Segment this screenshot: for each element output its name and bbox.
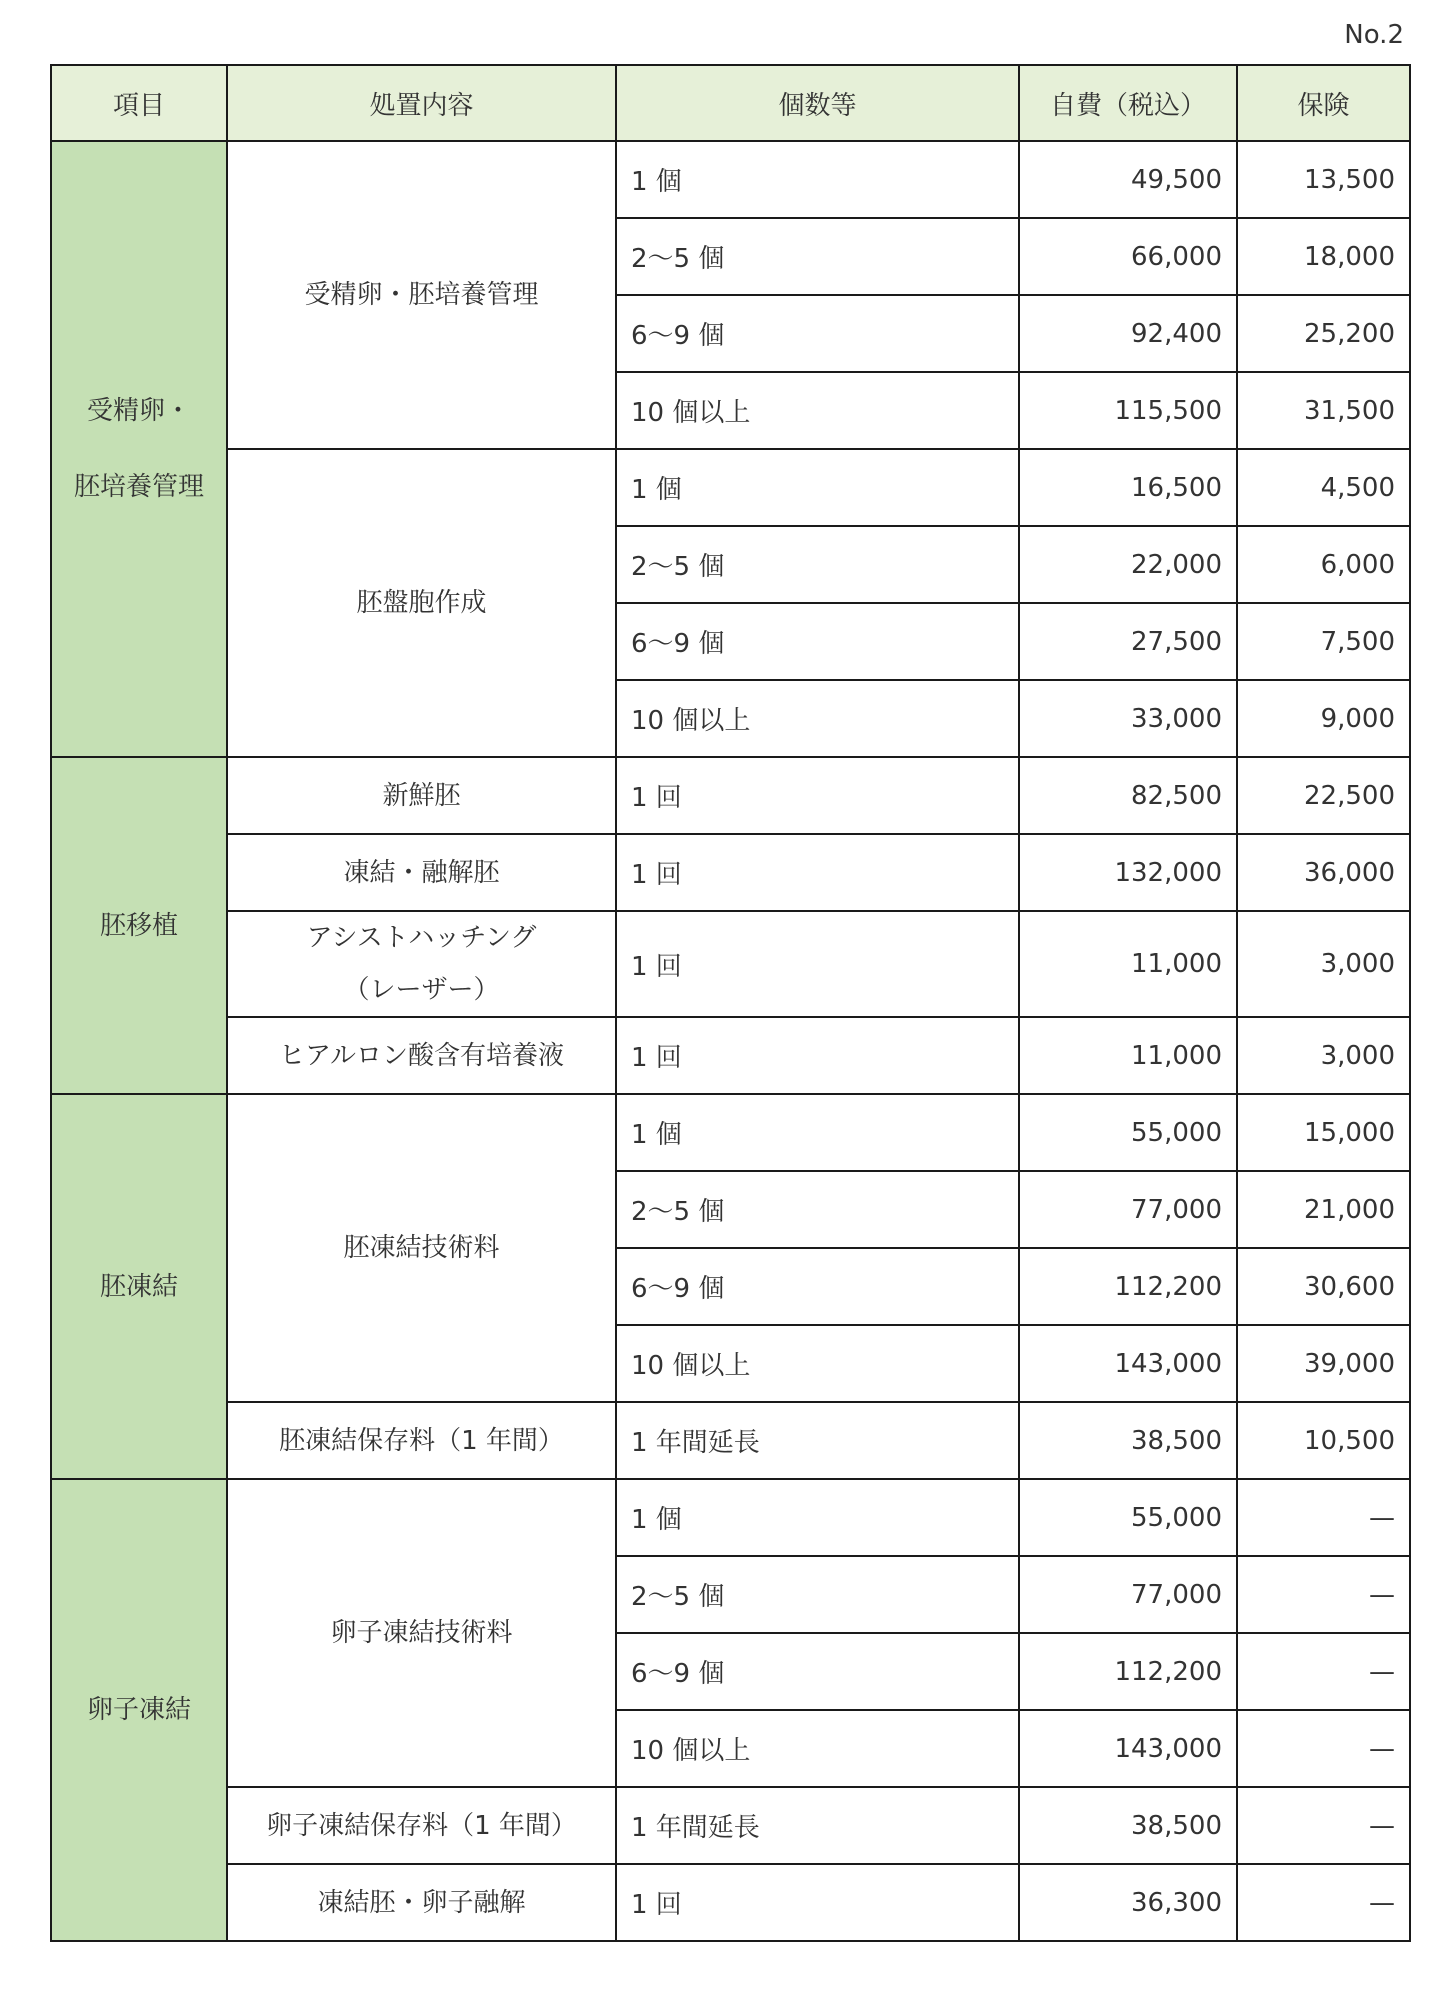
- insurance-cell: 31,500: [1237, 372, 1410, 449]
- insurance-cell: 3,000: [1237, 1017, 1410, 1094]
- insurance-cell: —: [1237, 1633, 1410, 1710]
- self-pay-cell: 77,000: [1019, 1556, 1237, 1633]
- self-pay-cell: 38,500: [1019, 1787, 1237, 1864]
- procedure-cell: ヒアルロン酸含有培養液: [227, 1017, 616, 1094]
- table-row: [51, 1402, 1410, 1479]
- table-row: [51, 141, 1410, 218]
- fee-table: [50, 64, 1411, 1942]
- insurance-cell: —: [1237, 1479, 1410, 1556]
- insurance-cell: 36,000: [1237, 834, 1410, 911]
- insurance-cell: —: [1237, 1710, 1410, 1787]
- self-pay-cell: 55,000: [1019, 1479, 1237, 1556]
- insurance-cell: —: [1237, 1787, 1410, 1864]
- quantity-cell: 6〜9 個: [616, 603, 1019, 680]
- insurance-cell: 7,500: [1237, 603, 1410, 680]
- quantity-cell: 2〜5 個: [616, 1556, 1019, 1633]
- insurance-cell: 10,500: [1237, 1402, 1410, 1479]
- quantity-cell: 2〜5 個: [616, 526, 1019, 603]
- quantity-cell: 1 回: [616, 834, 1019, 911]
- table-row: [51, 1094, 1410, 1171]
- insurance-cell: 9,000: [1237, 680, 1410, 757]
- self-pay-cell: 11,000: [1019, 1017, 1237, 1094]
- quantity-cell: 6〜9 個: [616, 1248, 1019, 1325]
- procedure-cell: 胚凍結保存料（1 年間）: [227, 1402, 616, 1479]
- quantity-cell: 2〜5 個: [616, 218, 1019, 295]
- category-label-line1: 受精卵・: [86, 396, 191, 426]
- procedure-cell: [227, 911, 616, 1017]
- self-pay-cell: 115,500: [1019, 372, 1237, 449]
- insurance-cell: 13,500: [1237, 141, 1410, 218]
- quantity-cell: 10 個以上: [616, 1325, 1019, 1402]
- procedure-cell: 凍結胚・卵子融解: [227, 1864, 616, 1941]
- page-number: No.2: [1344, 20, 1404, 50]
- self-pay-cell: 132,000: [1019, 834, 1237, 911]
- quantity-cell: 1 個: [616, 1094, 1019, 1171]
- table-row: [51, 1864, 1410, 1941]
- table-row: [51, 1787, 1410, 1864]
- procedure-cell: 受精卵・胚培養管理: [227, 141, 616, 449]
- quantity-cell: 2〜5 個: [616, 1171, 1019, 1248]
- self-pay-cell: 27,500: [1019, 603, 1237, 680]
- quantity-cell: 6〜9 個: [616, 1633, 1019, 1710]
- quantity-cell: 10 個以上: [616, 1710, 1019, 1787]
- procedure-line1: アシストハッチング: [306, 923, 537, 953]
- category-cell-transfer: 胚移植: [51, 757, 227, 1094]
- insurance-cell: 18,000: [1237, 218, 1410, 295]
- category-cell-culture: [51, 141, 227, 757]
- quantity-cell: 1 回: [616, 1017, 1019, 1094]
- self-pay-cell: 92,400: [1019, 295, 1237, 372]
- self-pay-cell: 82,500: [1019, 757, 1237, 834]
- col-header-insurance: 保険: [1237, 65, 1410, 141]
- insurance-cell: 21,000: [1237, 1171, 1410, 1248]
- self-pay-cell: 36,300: [1019, 1864, 1237, 1941]
- insurance-cell: 15,000: [1237, 1094, 1410, 1171]
- insurance-cell: 25,200: [1237, 295, 1410, 372]
- procedure-cell: 胚盤胞作成: [227, 449, 616, 757]
- insurance-cell: —: [1237, 1556, 1410, 1633]
- insurance-cell: 6,000: [1237, 526, 1410, 603]
- self-pay-cell: 66,000: [1019, 218, 1237, 295]
- self-pay-cell: 16,500: [1019, 449, 1237, 526]
- self-pay-cell: 22,000: [1019, 526, 1237, 603]
- procedure-cell: 卵子凍結技術料: [227, 1479, 616, 1787]
- table-row: [51, 757, 1410, 834]
- procedure-cell: 胚凍結技術料: [227, 1094, 616, 1402]
- category-cell-embryo-freeze: 胚凍結: [51, 1094, 227, 1479]
- header-row: [51, 65, 1410, 141]
- insurance-cell: 39,000: [1237, 1325, 1410, 1402]
- table-row: [51, 1017, 1410, 1094]
- col-header-procedure: 処置内容: [227, 65, 616, 141]
- table-row: [51, 834, 1410, 911]
- col-header-quantity: 個数等: [616, 65, 1019, 141]
- quantity-cell: 1 個: [616, 141, 1019, 218]
- insurance-cell: 30,600: [1237, 1248, 1410, 1325]
- self-pay-cell: 38,500: [1019, 1402, 1237, 1479]
- self-pay-cell: 77,000: [1019, 1171, 1237, 1248]
- quantity-cell: 1 年間延長: [616, 1402, 1019, 1479]
- quantity-cell: 1 個: [616, 1479, 1019, 1556]
- self-pay-cell: 49,500: [1019, 141, 1237, 218]
- quantity-cell: 10 個以上: [616, 372, 1019, 449]
- self-pay-cell: 11,000: [1019, 911, 1237, 1017]
- insurance-cell: —: [1237, 1864, 1410, 1941]
- quantity-cell: 1 年間延長: [616, 1787, 1019, 1864]
- procedure-line2: （レーザー）: [343, 975, 500, 1005]
- table-row: [51, 1479, 1410, 1556]
- quantity-cell: 1 回: [616, 757, 1019, 834]
- self-pay-cell: 112,200: [1019, 1633, 1237, 1710]
- category-label-line2: 胚培養管理: [73, 472, 204, 502]
- table-row: [51, 911, 1410, 1017]
- procedure-cell: 新鮮胚: [227, 757, 616, 834]
- insurance-cell: 3,000: [1237, 911, 1410, 1017]
- quantity-cell: 1 回: [616, 1864, 1019, 1941]
- self-pay-cell: 33,000: [1019, 680, 1237, 757]
- procedure-cell: 卵子凍結保存料（1 年間）: [227, 1787, 616, 1864]
- quantity-cell: 1 個: [616, 449, 1019, 526]
- insurance-cell: 4,500: [1237, 449, 1410, 526]
- quantity-cell: 10 個以上: [616, 680, 1019, 757]
- procedure-cell: 凍結・融解胚: [227, 834, 616, 911]
- category-cell-oocyte-freeze: 卵子凍結: [51, 1479, 227, 1941]
- self-pay-cell: 143,000: [1019, 1325, 1237, 1402]
- quantity-cell: 1 回: [616, 911, 1019, 1017]
- self-pay-cell: 112,200: [1019, 1248, 1237, 1325]
- self-pay-cell: 143,000: [1019, 1710, 1237, 1787]
- table-row: [51, 449, 1410, 526]
- self-pay-cell: 55,000: [1019, 1094, 1237, 1171]
- quantity-cell: 6〜9 個: [616, 295, 1019, 372]
- col-header-self-pay: 自費（税込）: [1019, 65, 1237, 141]
- insurance-cell: 22,500: [1237, 757, 1410, 834]
- col-header-category: 項目: [51, 65, 227, 141]
